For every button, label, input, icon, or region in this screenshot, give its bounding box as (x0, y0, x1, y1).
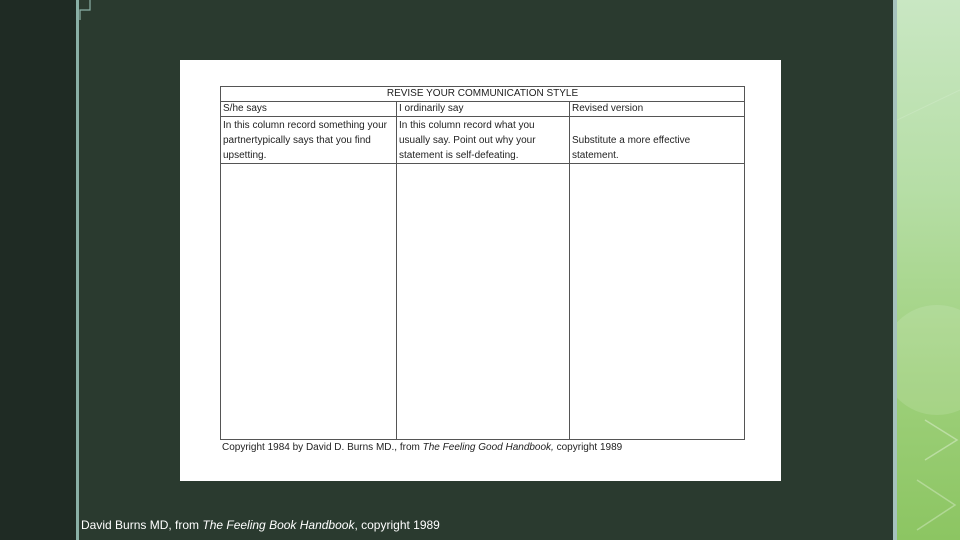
instruction-line: In this column record what you (399, 120, 535, 131)
left-accent-line (76, 0, 79, 540)
column-header-revised: Revised version (570, 102, 745, 117)
copyright-book-title: The Feeling Good Handbook, (422, 442, 554, 453)
instruction-line: Substitute a more effective (572, 135, 691, 146)
column-header-i-say: I ordinarily say (397, 102, 570, 117)
instruction-line: statement. (572, 150, 619, 161)
left-dark-band (0, 0, 76, 540)
chevron-decor-icon (897, 0, 960, 540)
copyright-prefix: Copyright 1984 by David D. Burns MD., from (222, 442, 423, 453)
entry-row (221, 164, 745, 440)
entry-cell-i-say (397, 164, 570, 440)
caption-suffix: , copyright 1989 (354, 518, 440, 532)
instruction-revised (570, 117, 745, 164)
instruction-line: usually say. Point out why your (399, 135, 536, 146)
caption-prefix: David Burns MD, from (81, 518, 203, 532)
instruction-line: partnertypically says that you find (223, 135, 371, 146)
worksheet-table (220, 86, 745, 440)
instruction-i-say (397, 117, 570, 164)
caption-book-title: The Feeling Book Handbook (202, 518, 355, 532)
slide-caption (81, 518, 440, 532)
entry-cell-revised (570, 164, 745, 440)
column-header-row (221, 102, 745, 117)
right-decor-panel (897, 0, 960, 540)
worksheet-copyright (222, 442, 622, 453)
instruction-she-says (221, 117, 397, 164)
entry-cell-she-says (221, 164, 397, 440)
worksheet-title-row (221, 87, 745, 102)
instruction-line: statement is self-defeating. (399, 150, 519, 161)
copyright-suffix: copyright 1989 (553, 442, 623, 453)
column-header-she-says: S/he says (221, 102, 397, 117)
instruction-row (221, 117, 745, 164)
instruction-line: In this column record something your (223, 120, 387, 131)
worksheet-title: REVISE YOUR COMMUNICATION STYLE (221, 87, 745, 102)
corner-bracket-icon (78, 0, 92, 22)
instruction-line: upsetting. (223, 150, 267, 161)
